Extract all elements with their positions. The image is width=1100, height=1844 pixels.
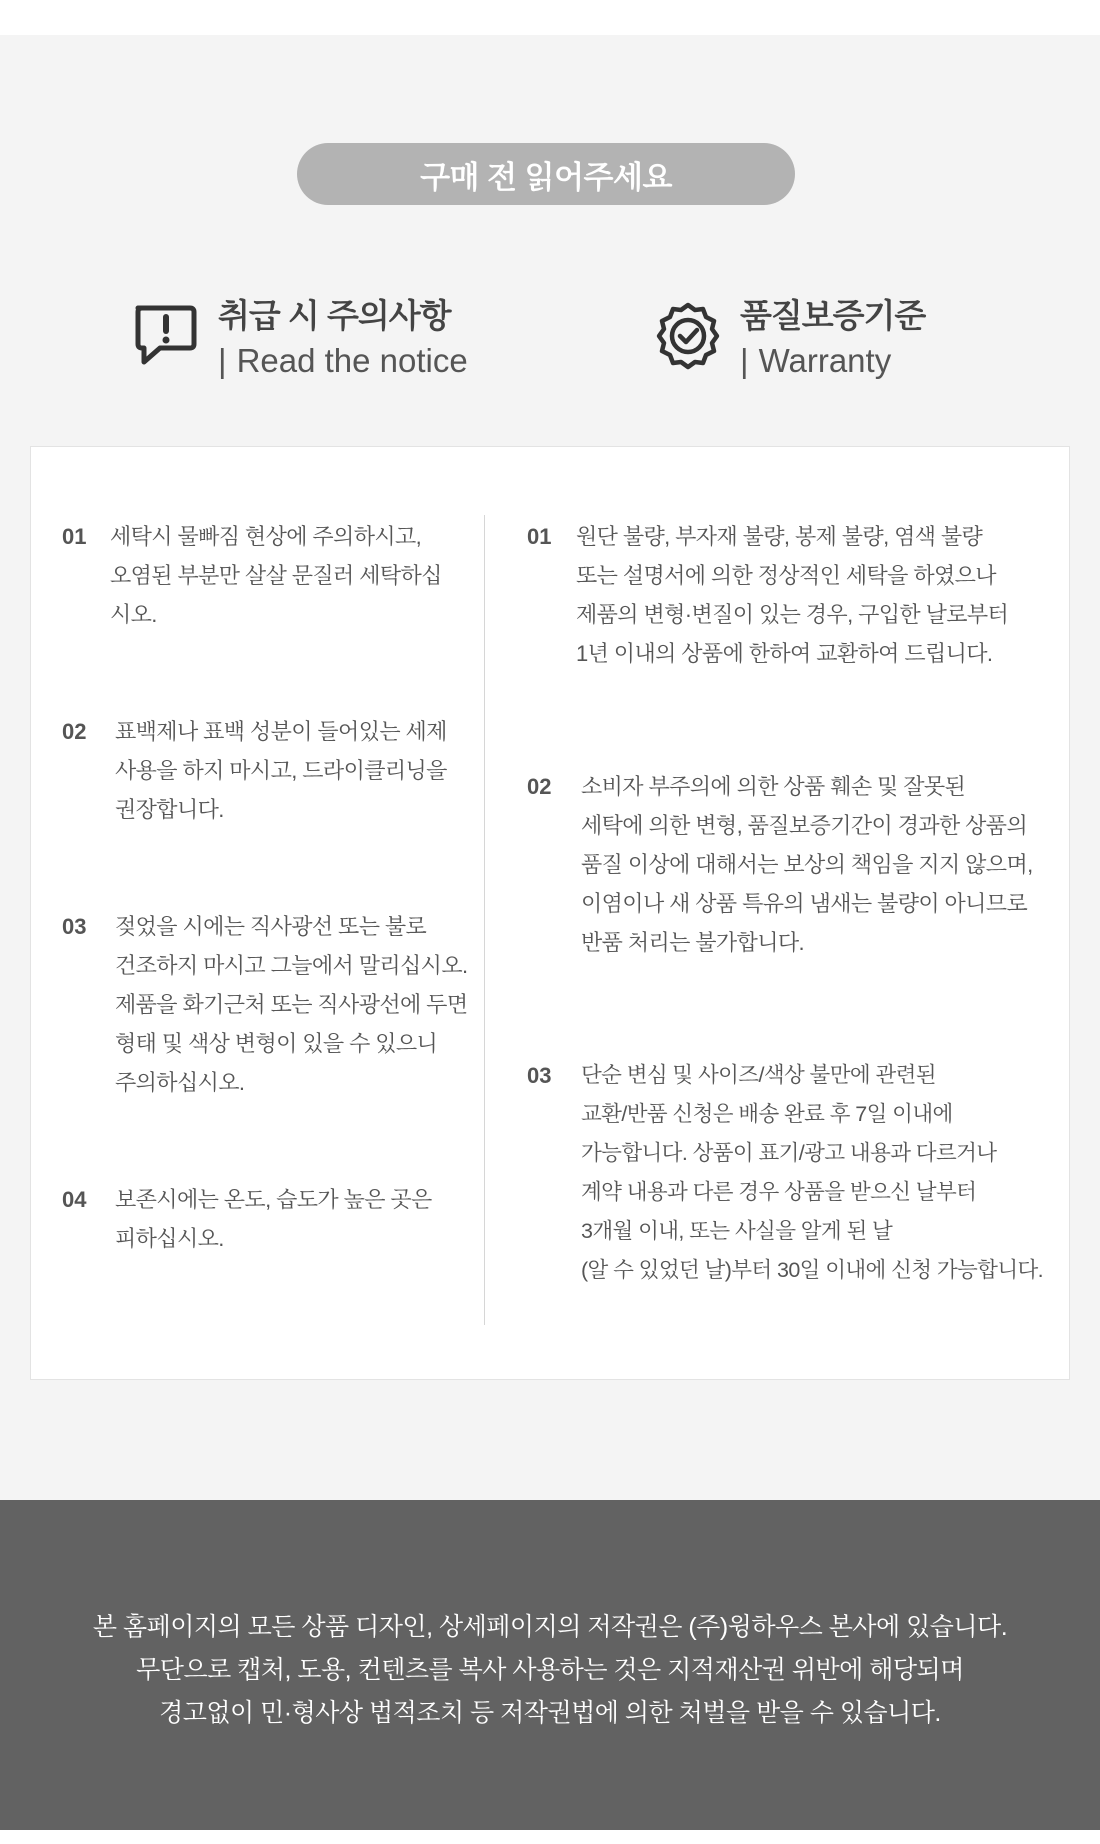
divider-bar: | <box>740 342 749 379</box>
care-item-4 <box>62 1180 472 1270</box>
item-number: 01 <box>527 524 552 549</box>
notice-badge: 구매 전 읽어주세요 <box>297 143 795 205</box>
care-subtitle: Read the notice <box>236 342 468 379</box>
warranty-title: 품질보증기준 <box>740 297 926 334</box>
item-text: 단순 변심 및 사이즈/색상 불만에 관련된 교환/반품 신청은 배송 완료 후 7일 이내에 가능합니다. 상품이 표기/광고 내용과 다르거나 계약 내용과 다른 경우 상품을 받으신 날부터 3개월 이내, 또는 사실을 알게 된 날 (알 수 있었던 날)부터 30일 이내에 신청 가능합니다. <box>581 1063 1044 1282</box>
item-number: 01 <box>62 524 87 549</box>
item-text: 표백제나 표백 성분이 들어있는 세제 사용을 하지 마시고, 드라이클리닝을 권장합니다. <box>115 719 447 822</box>
item-number: 03 <box>62 914 87 939</box>
care-item-3 <box>62 907 472 1107</box>
care-subtitle-wrap <box>218 342 468 380</box>
item-text: 원단 불량, 부자재 불량, 봉제 불량, 염색 불량 또는 설명서에 의한 정상적인 세탁을 하였으나 제품의 변형·변질이 있는 경우, 구입한 날로부터 1년 이내의 상품에 한하여 교환하여 드립니다. <box>576 524 1009 666</box>
warranty-item-1 <box>527 517 1057 677</box>
warranty-subtitle: Warranty <box>758 342 892 379</box>
speech-bubble-exclamation-icon <box>130 300 202 372</box>
care-item-1 <box>62 517 472 647</box>
badge-check-icon <box>652 300 724 372</box>
divider-bar: | <box>218 342 227 379</box>
warranty-item-3 <box>527 1056 1067 1296</box>
item-number: 03 <box>527 1063 552 1088</box>
column-divider <box>484 515 485 1325</box>
item-text: 보존시에는 온도, 습도가 높은 곳은 피하십시오. <box>115 1187 432 1251</box>
copyright-footer <box>0 1500 1100 1830</box>
warranty-subtitle-wrap <box>740 342 891 380</box>
item-number: 02 <box>527 774 552 799</box>
warranty-item-2 <box>527 767 1057 967</box>
care-title: 취급 시 주의사항 <box>218 297 451 334</box>
item-text: 세탁시 물빠짐 현상에 주의하시고, 오염된 부분만 살살 문질러 세탁하십 시오. <box>110 524 442 627</box>
copyright-text: 본 홈페이지의 모든 상품 디자인, 상세페이지의 저작권은 (주)윙하우스 본사에 있습니다. 무단으로 캡처, 도용, 컨텐츠를 복사 사용하는 것은 지적재산권 위반에 해당되며 경고없이 민·형사상 법적조치 등 저작권법에 의한 처벌을 받을 수 있습니다. <box>92 1613 1008 1727</box>
item-number: 04 <box>62 1187 87 1212</box>
item-text: 소비자 부주의에 의한 상품 훼손 및 잘못된 세탁에 의한 변형, 품질보증기간이 경과한 상품의 품질 이상에 대해서는 보상의 책임을 지지 않으며, 이염이나 새 상품 특유의 냄새는 불량이 아니므로 반품 처리는 불가합니다. <box>581 774 1033 955</box>
care-item-2 <box>62 712 472 842</box>
item-number: 02 <box>62 719 87 744</box>
item-text: 젖었을 시에는 직사광선 또는 불로 건조하지 마시고 그늘에서 말리십시오. 제품을 화기근처 또는 직사광선에 두면 형태 및 색상 변형이 있을 수 있으니 주의하십시오. <box>115 914 468 1095</box>
